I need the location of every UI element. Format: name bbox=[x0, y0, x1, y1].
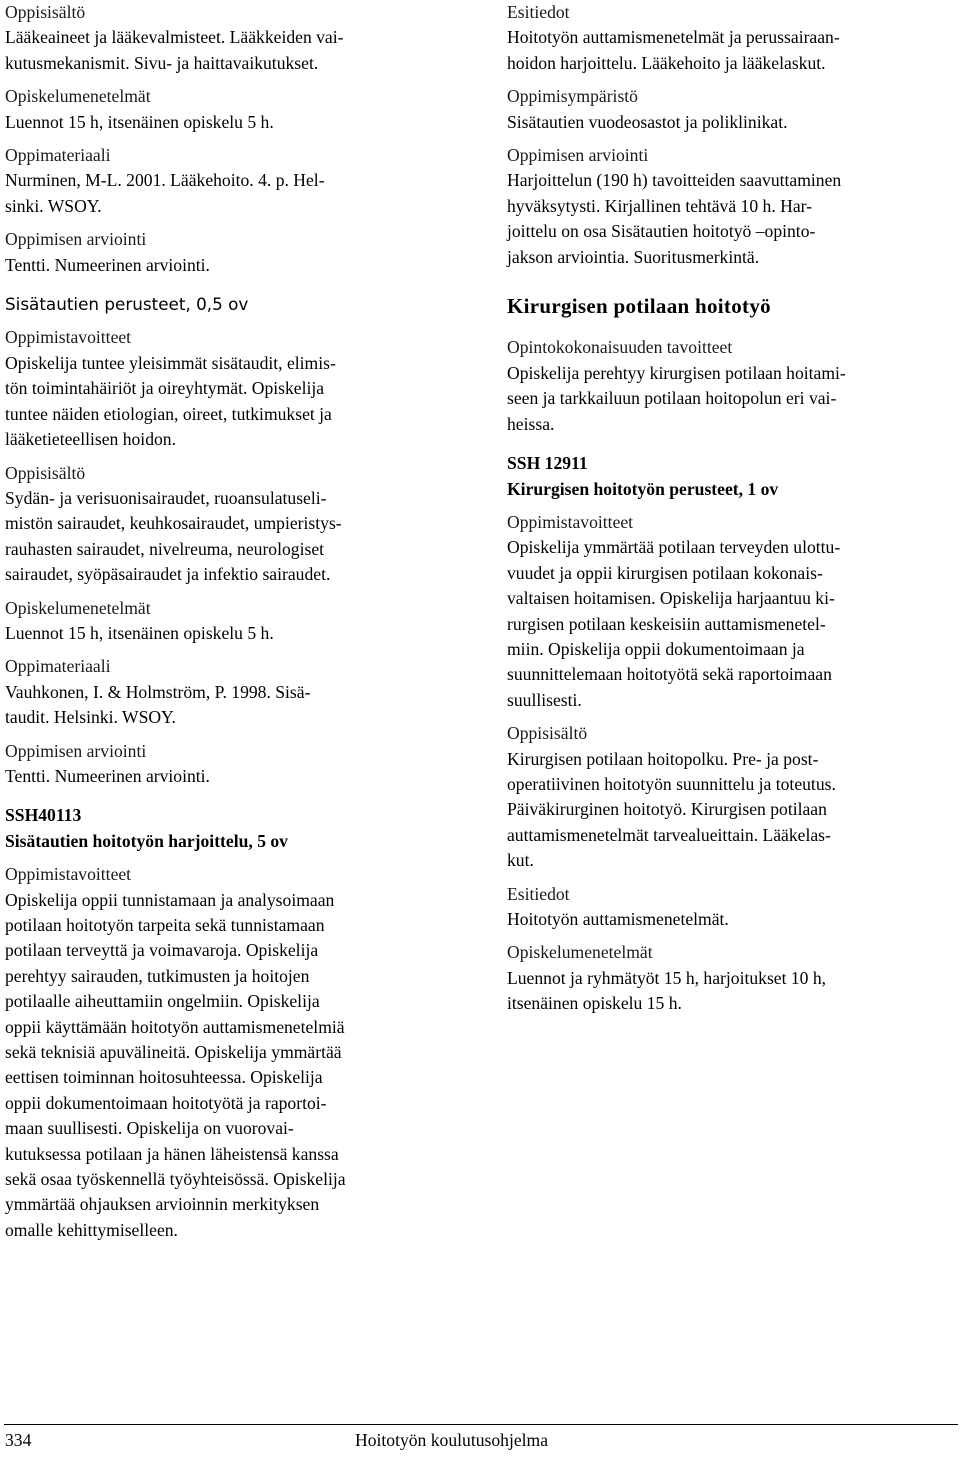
text-line: Vauhkonen, I. & Holmström, P. 1998. Sisä- bbox=[5, 681, 311, 702]
section-heading: Oppimisen arviointi bbox=[5, 740, 147, 761]
course-internal-basics bbox=[5, 292, 456, 789]
section-assessment bbox=[507, 143, 957, 270]
text-line: Harjoittelun (190 h) tavoitteiden saavuttaminen bbox=[507, 170, 842, 191]
text-line: auttamismenetelmät tarvealueittain. Lääkelas- bbox=[507, 824, 831, 845]
text-line: taudit. Helsinki. WSOY. bbox=[5, 707, 176, 728]
section-assessment bbox=[5, 227, 456, 278]
text-line: seen ja tarkkailuun potilaan hoitopolun eri vai- bbox=[507, 388, 837, 409]
section-body bbox=[507, 966, 957, 1017]
course-title: Kirurgisen hoitotyön perusteet, 1 ov bbox=[507, 478, 779, 499]
section-heading: Oppimateriaali bbox=[5, 145, 111, 166]
text-line: Opiskelija perehtyy kirurgisen potilaan hoitami- bbox=[507, 362, 846, 383]
section-body bbox=[507, 535, 957, 713]
text-line: potilaan hoitotyön tarpeita sekä tunnistamaan bbox=[5, 915, 325, 935]
section-material bbox=[5, 143, 456, 219]
section-heading: Opintokokonaisuuden tavoitteet bbox=[507, 337, 733, 358]
text-line: rauhasten sairaudet, nivelreuma, neurologiset bbox=[5, 538, 325, 559]
text-line: joittelu on osa Sisätautien hoitotyö –opinto- bbox=[507, 221, 816, 242]
text-line: sairaudet, syöpäsairaudet ja infektio sairaudet. bbox=[5, 564, 331, 585]
course-title: Sisätautien hoitotyön harjoittelu, 5 ov bbox=[5, 830, 288, 851]
text-line: Sisätautien vuodeosastot ja poliklinikat. bbox=[507, 111, 788, 132]
text-line: Luennot 15 h, itsenäinen opiskelu 5 h. bbox=[5, 622, 274, 643]
text-line: kutusmekanismit. Sivu- ja haittavaikutukset. bbox=[5, 52, 319, 73]
section-methods bbox=[5, 84, 456, 135]
page-number: 334 bbox=[5, 1430, 32, 1450]
text-line: kutuksessa potilaan ja hänen läheistensä kanssa bbox=[5, 1143, 339, 1164]
section-heading: Opiskelumenetelmät bbox=[5, 597, 151, 618]
section-body bbox=[5, 25, 456, 76]
text-line: Opiskelija tuntee yleisimmät sisätaudit, elimis- bbox=[5, 352, 336, 373]
text-line: mistön sairaudet, keuhkosairaudet, umpieristys- bbox=[5, 513, 342, 534]
text-line: sinki. WSOY. bbox=[5, 195, 102, 216]
text-line: suullisesti. bbox=[507, 689, 582, 710]
text-line: rurgisen potilaan keskeisiin auttamismenetel- bbox=[507, 613, 826, 634]
text-line: hoidon harjoittelu. Lääkehoito ja lääkelaskut. bbox=[507, 52, 826, 73]
section-environment bbox=[507, 84, 957, 135]
text-line: perehtyy sairauden, tutkimusten ja hoitojen bbox=[5, 965, 310, 986]
text-line: miin. Opiskelija oppii dokumentoimaan ja bbox=[507, 638, 805, 659]
section-body bbox=[5, 351, 456, 453]
section-body bbox=[5, 168, 456, 219]
text-line: Hoitotyön auttamismenetelmät ja perussairaan- bbox=[507, 27, 840, 48]
section-prerequisites bbox=[507, 0, 957, 76]
text-line: Luennot 15 h, itsenäinen opiskelu 5 h. bbox=[5, 111, 274, 132]
text-line: Luennot ja ryhmätyöt 15 h, harjoitukset 10 h, bbox=[507, 967, 827, 988]
text-line: eettisen toiminnan hoitosuhteessa. Opiskelija bbox=[5, 1067, 323, 1088]
text-line: tuntee näiden etiologian, oireet, tutkimukset ja bbox=[5, 403, 332, 424]
text-line: oppii käyttämään hoitotyön auttamismenetelmiä bbox=[5, 1016, 345, 1037]
section-heading: Oppisisältö bbox=[507, 723, 588, 744]
footer-divider bbox=[4, 1424, 958, 1425]
section-heading: Oppimisympäristö bbox=[507, 86, 638, 107]
course-internal-practice bbox=[5, 803, 456, 1243]
section-heading: Opiskelumenetelmät bbox=[5, 86, 151, 107]
text-line: heissa. bbox=[507, 413, 555, 434]
text-line: Lääkeaineet ja lääkevalmisteet. Lääkkeiden vai- bbox=[5, 27, 344, 48]
section-heading: Oppimistavoitteet bbox=[5, 864, 132, 885]
section-heading: Oppimistavoitteet bbox=[5, 327, 132, 348]
section-heading: Esitiedot bbox=[507, 883, 570, 904]
text-line: Tentti. Numeerinen arviointi. bbox=[5, 765, 210, 786]
section-body bbox=[5, 888, 456, 1244]
section-body bbox=[5, 621, 456, 646]
section-body bbox=[5, 253, 456, 278]
text-line: vuudet ja oppii kirurgisen potilaan kokonais- bbox=[507, 562, 823, 583]
module-title: Kirurgisen potilaan hoitotyö bbox=[507, 294, 771, 319]
section-body bbox=[507, 25, 957, 76]
course-surgical-basics bbox=[507, 451, 957, 1017]
text-line: hyväksytysti. Kirjallinen tehtävä 10 h. Har- bbox=[507, 195, 813, 216]
text-line: Päiväkirurginen hoitotyö. Kirurgisen potilaan bbox=[507, 799, 827, 820]
text-line: Sydän- ja verisuonisairaudet, ruoansulatuseli- bbox=[5, 487, 327, 508]
text-line: sekä teknisiä apuvälineitä. Opiskelija ymmärtää bbox=[5, 1042, 342, 1063]
section-heading: Oppimateriaali bbox=[5, 656, 111, 677]
text-line: potilaalle aiheuttamiin ongelmiin. Opiskelija bbox=[5, 991, 320, 1012]
section-body bbox=[5, 110, 456, 135]
text-line: potilaan terveyttä ja voimavaroja. Opiskelija bbox=[5, 940, 319, 961]
text-line: ymmärtää ohjauksen arvioinnin merkityksen bbox=[5, 1194, 320, 1215]
section-body bbox=[507, 110, 957, 135]
section-heading: Oppimisen arviointi bbox=[5, 229, 147, 250]
course-code: SSH40113 bbox=[5, 805, 82, 826]
section-body bbox=[507, 907, 957, 932]
section-heading: Opiskelumenetelmät bbox=[507, 942, 653, 963]
text-line: Nurminen, M-L. 2001. Lääkehoito. 4. p. Hel- bbox=[5, 170, 325, 191]
section-body bbox=[507, 361, 957, 437]
section-body bbox=[5, 764, 456, 789]
text-line: suunnittelemaan hoitotyötä sekä raportoimaan bbox=[507, 664, 832, 685]
text-line: Opiskelija ymmärtää potilaan terveyden ulottu- bbox=[507, 537, 841, 558]
section-heading: Esitiedot bbox=[507, 2, 570, 22]
section-heading: Oppimisen arviointi bbox=[507, 145, 649, 166]
text-line: itsenäinen opiskelu 15 h. bbox=[507, 993, 682, 1014]
course-title: Sisätautien perusteet, 0,5 ov bbox=[5, 294, 249, 315]
text-line: maan suullisesti. Opiskelija on vuorovai- bbox=[5, 1118, 294, 1139]
text-line: tön toimintahäiriöt ja oireyhtymät. Opiskelija bbox=[5, 378, 325, 399]
left-column bbox=[5, 0, 456, 1251]
text-line: Hoitotyön auttamismenetelmät. bbox=[507, 909, 729, 929]
text-line: Kirurgisen potilaan hoitopolku. Pre- ja post- bbox=[507, 748, 819, 769]
course-code: SSH 12911 bbox=[507, 453, 588, 474]
section-body bbox=[5, 486, 456, 588]
text-line: operatiivinen hoitotyön suunnittelu ja toteutus. bbox=[507, 773, 836, 794]
text-line: sekä osaa työskennellä työyhteisössä. Opiskelija bbox=[5, 1169, 346, 1190]
module-surgical bbox=[507, 294, 957, 437]
section-heading: Oppisisältö bbox=[5, 2, 86, 22]
right-column bbox=[507, 0, 957, 1025]
text-line: oppii dokumentoimaan hoitotyötä ja raportoi- bbox=[5, 1092, 327, 1113]
text-line: Tentti. Numeerinen arviointi. bbox=[5, 254, 210, 275]
section-heading: Oppimistavoitteet bbox=[507, 511, 634, 532]
text-line: omalle kehittymiselleen. bbox=[5, 1219, 178, 1240]
publication-title: Hoitotyön koulutusohjelma bbox=[355, 1430, 549, 1450]
text-line: valtaisen hoitamisen. Opiskelija harjaantuu ki- bbox=[507, 588, 835, 609]
text-line: Opiskelija oppii tunnistamaan ja analysoimaan bbox=[5, 889, 335, 910]
section-body bbox=[507, 747, 957, 874]
section-body bbox=[5, 680, 456, 731]
text-line: lääketieteellisen hoidon. bbox=[5, 429, 176, 450]
section-heading: Oppisisältö bbox=[5, 462, 86, 483]
section-body bbox=[507, 168, 957, 270]
section-contents bbox=[5, 0, 456, 76]
text-line: kut. bbox=[507, 850, 534, 871]
text-line: jakson arviointia. Suoritusmerkintä. bbox=[507, 246, 760, 267]
